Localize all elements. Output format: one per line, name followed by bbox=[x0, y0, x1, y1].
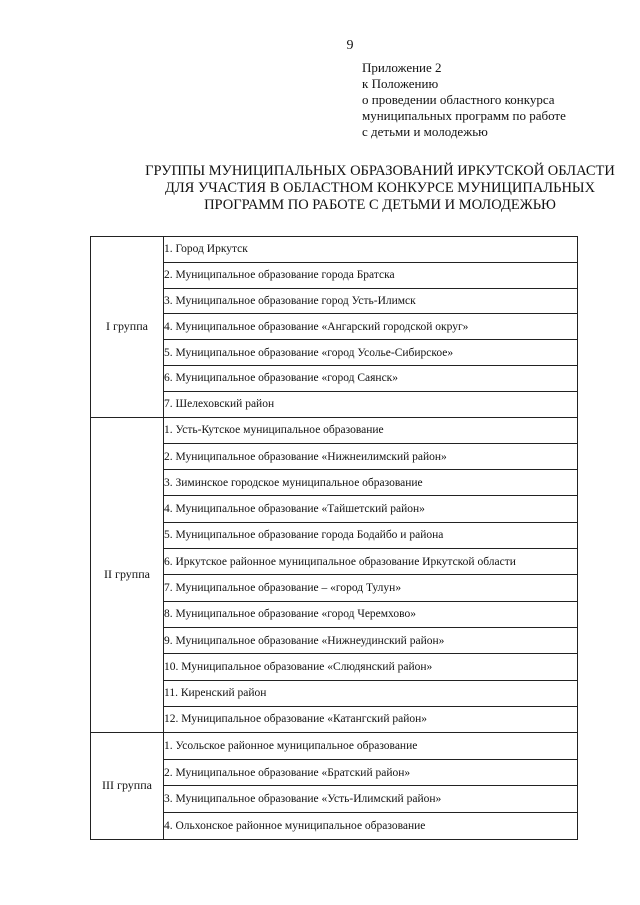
group-member: 7. Муниципальное образование – «город Тулун» bbox=[164, 575, 578, 601]
group-member: 1. Усть-Кутское муниципальное образование bbox=[164, 417, 578, 443]
group-member: 4. Муниципальное образование «Тайшетский район» bbox=[164, 496, 578, 522]
table-row bbox=[91, 262, 578, 288]
group-member: 10. Муниципальное образование «Слюдянский район» bbox=[164, 654, 578, 680]
group-member: 3. Муниципальное образование «Усть-Илимский район» bbox=[164, 786, 578, 813]
table-row bbox=[91, 237, 578, 263]
appendix-line: с детьми и молодежью bbox=[362, 124, 488, 139]
group-member: 5. Муниципальное образование «город Усолье-Сибирское» bbox=[164, 340, 578, 366]
appendix-line: муниципальных программ по работе bbox=[362, 108, 566, 123]
table-row bbox=[91, 470, 578, 496]
table-row bbox=[91, 680, 578, 706]
group-member: 1. Усольское районное муниципальное образование bbox=[164, 733, 578, 760]
table-row bbox=[91, 812, 578, 839]
group-label-2: II группа bbox=[91, 417, 164, 733]
group-member: 1. Город Иркутск bbox=[164, 237, 578, 263]
table-row bbox=[91, 786, 578, 813]
group-member: 12. Муниципальное образование «Катангский район» bbox=[164, 706, 578, 732]
group-member: 8. Муниципальное образование «город Черемхово» bbox=[164, 601, 578, 627]
groups-table bbox=[90, 236, 578, 840]
table-row bbox=[91, 522, 578, 548]
title-line: ПРОГРАММ ПО РАБОТЕ С ДЕТЬМИ И МОЛОДЕЖЬЮ bbox=[204, 197, 556, 213]
table-row bbox=[91, 575, 578, 601]
table-row bbox=[91, 759, 578, 786]
page-number: 9 bbox=[346, 38, 354, 53]
group-member: 4. Муниципальное образование «Ангарский городской округ» bbox=[164, 314, 578, 340]
group-label-3: III группа bbox=[91, 733, 164, 839]
title-line: ГРУППЫ МУНИЦИПАЛЬНЫХ ОБРАЗОВАНИЙ ИРКУТСКОЙ ОБЛАСТИ bbox=[145, 163, 615, 179]
table-row bbox=[91, 496, 578, 522]
table-row bbox=[91, 314, 578, 340]
group-member: 4. Ольхонское районное муниципальное образование bbox=[164, 812, 578, 839]
table-row bbox=[91, 288, 578, 314]
group-member: 3. Зиминское городское муниципальное образование bbox=[164, 470, 578, 496]
group-member: 6. Муниципальное образование «город Саянск» bbox=[164, 365, 578, 391]
table-row bbox=[91, 365, 578, 391]
group-member: 2. Муниципальное образование «Нижнеилимский район» bbox=[164, 443, 578, 469]
group-member: 5. Муниципальное образование города Бодайбо и района bbox=[164, 522, 578, 548]
group-member: 2. Муниципальное образование города Братска bbox=[164, 262, 578, 288]
appendix-line: Приложение 2 bbox=[362, 60, 442, 75]
document-title bbox=[60, 163, 640, 214]
group-member: 9. Муниципальное образование «Нижнеудинский район» bbox=[164, 627, 578, 653]
table-row bbox=[91, 549, 578, 575]
group-member: 3. Муниципальное образование город Усть-Илимск bbox=[164, 288, 578, 314]
appendix-line: к Положению bbox=[362, 76, 439, 91]
group-member: 2. Муниципальное образование «Братский район» bbox=[164, 759, 578, 786]
table-row bbox=[91, 417, 578, 443]
group-label-1: I группа bbox=[91, 237, 164, 418]
table-row bbox=[91, 443, 578, 469]
group-member: 7. Шелеховский район bbox=[164, 391, 578, 417]
table-row bbox=[91, 340, 578, 366]
table-row bbox=[91, 706, 578, 732]
group-member: 11. Киренский район bbox=[164, 680, 578, 706]
table-row bbox=[91, 627, 578, 653]
group-member: 6. Иркутское районное муниципальное образование Иркутской области bbox=[164, 549, 578, 575]
table-row bbox=[91, 654, 578, 680]
table-row bbox=[91, 601, 578, 627]
title-line: ДЛЯ УЧАСТИЯ В ОБЛАСТНОМ КОНКУРСЕ МУНИЦИПАЛЬНЫХ bbox=[164, 180, 596, 196]
appendix-line: о проведении областного конкурса bbox=[362, 92, 555, 107]
appendix-note bbox=[362, 60, 612, 140]
table-row bbox=[91, 391, 578, 417]
table-row bbox=[91, 733, 578, 760]
